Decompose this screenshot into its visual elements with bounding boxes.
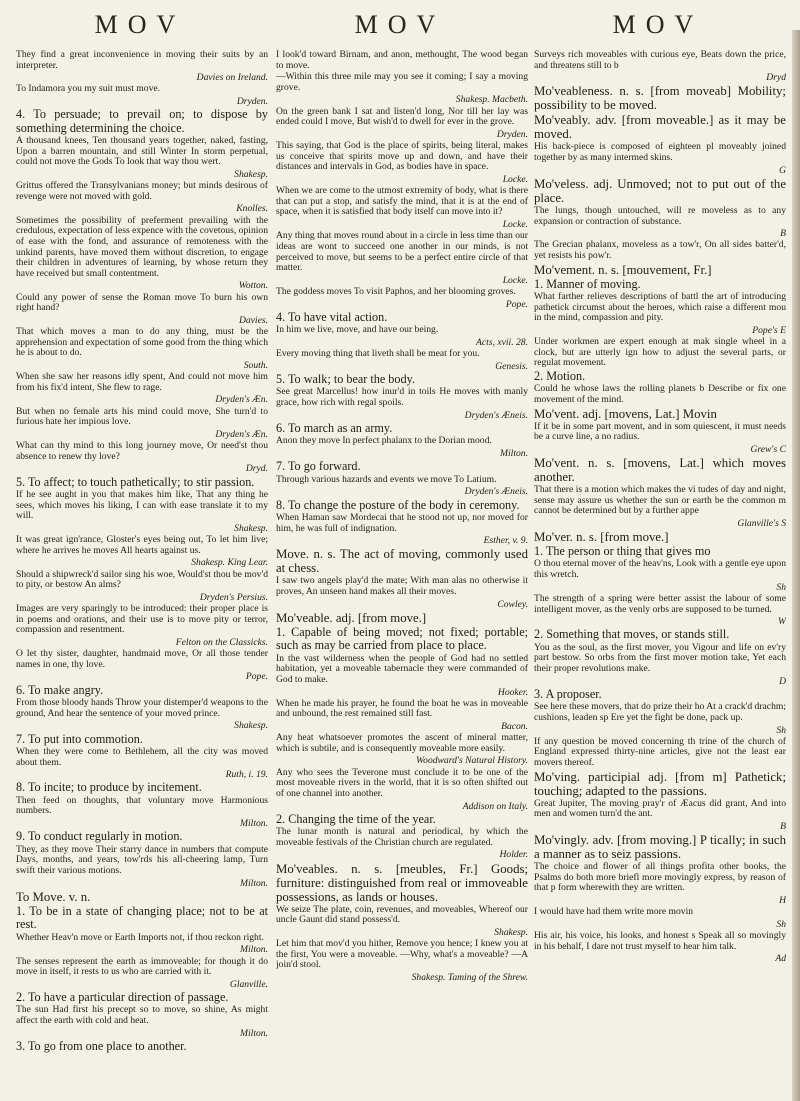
quotation: This saying, that God is the place of spirits, being literal, makes us conceive that spirits move up and down, and have their distances and intervals in God, as bodies have in space.: [276, 140, 528, 173]
quotation: When Haman saw Mordecai that he stood not up, nor moved for him, he was full of indignation.: [276, 511, 528, 534]
citation: Felton on the Classicks.: [175, 636, 268, 648]
quotation: Then feed on thoughts, that voluntary move Harmonious numbers.: [16, 794, 268, 817]
citation: Davies on Ireland.: [196, 72, 268, 84]
citation: Shakesp.: [234, 168, 268, 180]
headword-entry: To Move. v. n.: [16, 889, 91, 904]
citation: Dryden's Persius.: [199, 591, 268, 603]
headword-entry: Mo'ver. n. s. [from move.]: [534, 530, 669, 545]
citation: Shakesp. Macbeth.: [455, 94, 528, 106]
citation: Esther, v. 9.: [483, 535, 528, 547]
sense-definition: 2. To have a particular direction of passage.: [16, 989, 229, 1004]
citation: Hooker.: [497, 686, 528, 698]
sense-definition: 1. Manner of moving.: [534, 276, 641, 291]
quotation: Under workmen are expert enough at mak single wheel in a clock, but are utterly ign how to adjust the several parts, or regulat movement.: [534, 336, 786, 369]
quotation: We seize The plate, coin, revenues, and moveables, Whereof our uncle Gaunt did stand possess'd.: [276, 903, 528, 926]
citation: Dryden's Æneis.: [464, 409, 528, 421]
headword-entry: Move. n. s. The act of moving, commonly used at chess.: [276, 547, 528, 576]
quotation: His air, his voice, his looks, and honest s Speak all so movingly in his behalf, I dare not trust myself to hear him talk.: [534, 930, 786, 952]
citation: Dryden's Æn.: [215, 394, 268, 406]
quotation: On the green bank I sat and listen'd long, Nor till her lay was ended could I move, But wish'd to dwell for ever in the grove.: [276, 105, 528, 128]
running-headers: [0, 10, 800, 50]
quotation: I look'd toward Birnam, and anon, methought, The wood began to move.: [276, 50, 528, 71]
citation: Bacon.: [501, 721, 528, 732]
quotation: Whether Heav'n move or Earth Imports not, if thou reckon right.: [16, 931, 264, 943]
citation: Pope.: [505, 298, 528, 310]
quotation: Could he whose laws the rolling planets b Describe or fix one movement of the mind.: [534, 383, 786, 405]
sense-definition: 4. To persuade; to prevail on; to dispose by something determining the choice.: [16, 107, 268, 135]
citation: Sh: [776, 581, 786, 593]
quotation: O let thy sister, daughter, handmaid move, Or all those tender names in one, thy love.: [16, 648, 268, 670]
column-left: [16, 50, 268, 1090]
sense-definition: 1. To be in a state of changing place; not to be at rest.: [16, 903, 268, 932]
citation: Knolles.: [236, 203, 268, 215]
citation: Dryd: [766, 72, 786, 84]
quotation: That which moves a man to do any thing, must be the apprehension and expectation of some good from the thing which he is about to do.: [16, 326, 268, 359]
quotation: When she saw her reasons idly spent, And could not move him from his fix'd intent, She flew to rage.: [16, 371, 268, 393]
running-header-right: MOV: [612, 10, 704, 39]
sense-definition: 5. To affect; to touch pathetically; to stir passion.: [16, 474, 255, 489]
citation: Locke.: [502, 173, 528, 185]
quotation: His back-piece is composed of eighteen pl moveably joined together by as many intermed skins.: [534, 141, 786, 164]
citation: Dryden.: [496, 128, 528, 140]
citation: Glanville's S: [737, 517, 786, 529]
sense-definition: 1. The person or thing that gives mo: [534, 544, 711, 559]
sense-definition: 7. To go forward.: [276, 459, 361, 474]
quotation: In the vast wilderness when the people of God had no settled habitation, yet a moveable tabernacle they were commanded of God to make.: [276, 652, 528, 685]
citation: H: [779, 894, 786, 906]
sense-definition: 2. Something that moves, or stands still.: [534, 627, 730, 642]
headword-entry: Mo'veable. adj. [from move.]: [276, 610, 427, 625]
quotation: See here these movers, that do prize their ho At a crack'd drachm; cushions, leaden sp Ere yet the fight be done, pack up.: [534, 701, 786, 723]
sense-definition: 7. To put into commotion.: [16, 731, 143, 746]
citation: Milton.: [240, 944, 268, 956]
headword-entry: Mo'vent. n. s. [movens, Lat.] which moves another.: [534, 455, 786, 484]
citation: Pope's E: [752, 324, 786, 336]
citation: Locke.: [502, 219, 528, 231]
citation: Milton.: [240, 1027, 268, 1039]
citation: B: [780, 820, 786, 832]
quotation: They, as they move Their starry dance in numbers that compute Days, months, and years, tow'rds his all-cheering lamp, Turn swift their various motions.: [16, 843, 268, 876]
sense-definition: 3. A proposer.: [534, 686, 602, 701]
sense-definition: 2. Motion.: [534, 368, 586, 383]
citation: Genesis.: [495, 360, 528, 372]
quotation: The lungs, though untouched, will re moveless as to any expansion or contraction of substance.: [534, 204, 786, 227]
quotation: Great Jupiter, The moving pray'r of Æacus did grant, And into men and women turn'd the ant.: [534, 797, 786, 820]
quotation: Any thing that moves round about in a circle in less time than our ideas are wont to succeed one another in our minds, is not perceived to move, but seems to be a perfect entire circle of that matter.: [276, 230, 528, 274]
quotation: Should a shipwreck'd sailor sing his woe, Would'st thou be mov'd to pity, or bestow An alms?: [16, 568, 268, 591]
quotation: Let him that mov'd you hither, Remove you hence; I knew you at the first, You were a moveable. —Why, what's a moveable? —A join'd stool.: [276, 938, 528, 971]
citation: Holder.: [499, 849, 528, 861]
sense-definition: 1. Capable of being moved; not fixed; portable; such as may be carried from place to place.: [276, 624, 528, 653]
quotation: I would have had them write more movin: [534, 906, 694, 918]
citation: Milton.: [240, 877, 268, 889]
headword-entry: Mo'ving. participial adj. [from m] Pathetick; touching; adapted to the passions.: [534, 769, 786, 798]
quotation: From those bloody hands Throw your distemper'd weapons to the ground, And hear the sentence of your moved prince.: [16, 697, 268, 719]
quotation: I saw two angels play'd the mate; With man alas no otherwise it proves, An unseen hand makes all their moves.: [276, 575, 528, 598]
citation: Ad: [775, 953, 786, 965]
quotation: That there is a motion which makes the vi tudes of day and night, sense may assure us whether the sun or earth be the common m cannot be determined but by a further appe: [534, 483, 786, 517]
quotation: You as the soul, as the first mover, you Vigour and life on ev'ry part bestow. So orbs from the first mover motion take, Yet each their proper revolutions make.: [534, 641, 786, 675]
citation: B: [780, 228, 786, 240]
running-header-center: MOV: [354, 10, 446, 39]
citation: Cowley.: [497, 598, 528, 610]
quotation: When he made his prayer, he found the boat he was in moveable and unbound, the rest remained still fast.: [276, 697, 528, 720]
quotation: What can thy mind to this long journey move, Or need'st thou absence to renew thy love?: [16, 440, 268, 462]
quotation: But when no female arts his mind could move, She turn'd to furious hate her impious love.: [16, 405, 268, 428]
sense-definition: 9. To conduct regularly in motion.: [16, 829, 183, 844]
quotation: The Grecian phalanx, moveless as a tow'r, On all sides batter'd, yet resists his pow'r.: [534, 239, 786, 262]
quotation: Grittus offered the Transylvanians money; but minds desirous of revenge were not moved with gold.: [16, 180, 268, 202]
quotation: Any who sees the Teverone must conclude it to be one of the most moveable rivers in the world, that it is so often shifted out of one channel into another.: [276, 766, 528, 799]
sense-definition: 4. To have vital action.: [276, 309, 388, 324]
citation: Pope.: [245, 671, 268, 683]
running-header-left: MOV: [94, 10, 186, 39]
citation: Shakesp.: [234, 522, 268, 534]
sense-definition: 8. To incite; to produce by incitement.: [16, 780, 202, 795]
citation: Dryd.: [245, 463, 268, 475]
citation: Ruth, i. 19.: [225, 769, 268, 781]
headword-entry: Mo'veables. n. s. [meubles, Fr.] Goods; furniture: distinguished from real or immoveable possessions, as lands or houses.: [276, 861, 528, 904]
quotation: Every moving thing that liveth shall be meat for you.: [276, 348, 480, 360]
citation: Glanville.: [229, 978, 268, 990]
citation: D: [779, 675, 786, 687]
headword-entry: Mo'veably. adv. [from moveable.] as it may be moved.: [534, 113, 786, 142]
citation: Milton.: [500, 447, 528, 459]
quotation: If any question be moved concerning th trine of the church of England expressed thirty-nine articles, give not the least ear movers thereof.: [534, 735, 786, 768]
headword-entry: Mo'vement. n. s. [mouvement, Fr.]: [534, 262, 712, 277]
quotation: Anon they move In perfect phalanx to the Dorian mood.: [276, 435, 492, 447]
sense-definition: 6. To make angry.: [16, 682, 104, 697]
citation: Dryden.: [236, 96, 268, 108]
citation: Sh: [776, 918, 786, 930]
quotation: A thousand knees, Ten thousand years together, naked, fasting, Upon a barren mountain, and still Winter In storm perpetual, could not move the Gods To look that way thou wert.: [16, 135, 268, 168]
citation: Grew's C: [750, 443, 786, 455]
quotation: The senses represent the earth as immoveable; for though it do move in itself, it rests to us who are carried with it.: [16, 955, 268, 978]
quotation: It was great ign'rance, Gloster's eyes being out, To let him live; where he arrives he moves All hearts against us.: [16, 534, 268, 556]
headword-entry: Mo'vingly. adv. [from moving.] P tically; in such a manner as to seiz passions.: [534, 833, 786, 862]
citation: Wotton.: [238, 280, 268, 292]
citation: Shakesp.: [234, 720, 268, 732]
quotation: The goddess moves To visit Paphos, and her blooming groves.: [276, 285, 516, 297]
citation: Dryden's Æn.: [215, 428, 268, 440]
column-right: [534, 50, 786, 1090]
quotation: If it be in some part movent, and in som quiescent, it must needs be a curve line, a no radius.: [534, 420, 786, 443]
quotation: O thou eternal mover of the heav'ns, Look with a gentle eye upon this wretch.: [534, 558, 786, 581]
quotation: See great Marcellus! how inur'd in toils He moves with manly grace, how rich with regal spoils.: [276, 386, 528, 409]
citation: Shakesp. King Lear.: [191, 557, 268, 569]
citation: Milton.: [240, 818, 268, 830]
headword-entry: Mo'vent. adj. [movens, Lat.] Movin: [534, 406, 717, 421]
quotation: When they were come to Bethlehem, all the city was moved about them.: [16, 745, 268, 768]
sense-definition: 6. To march as an army.: [276, 420, 393, 435]
citation: Addison on Italy.: [462, 800, 528, 812]
citation: Shakesp. Taming of the Shrew.: [411, 972, 528, 984]
citation: G: [779, 164, 786, 176]
quotation: Any heat whatsoever promotes the ascent of mineral matter, which is subtile, and is consequently moveable more easily.: [276, 732, 528, 754]
sense-definition: 5. To walk; to bear the body.: [276, 372, 415, 387]
headword-entry: Mo'veless. adj. Unmoved; not to put out of the place.: [534, 176, 786, 205]
citation: Acts, xvii. 28.: [476, 336, 528, 348]
citation: Locke.: [502, 274, 528, 286]
quotation: The choice and flower of all things profita other books, the Psalms do both more briefl more movingly express, by reason of that p form wherewith they are written.: [534, 861, 786, 894]
quotation: In him we live, move, and have our being.: [276, 324, 439, 336]
sense-definition: 8. To change the posture of the body in ceremony.: [276, 497, 520, 512]
citation: Dryden's Æneis.: [464, 486, 528, 498]
quotation: Could any power of sense the Roman move To burn his own right hand?: [16, 291, 268, 314]
column-middle: [276, 50, 528, 1090]
citation: W: [778, 616, 786, 628]
quotation: When we are come to the utmost extremity of body, what is there that can put a stop, and satisfy the mind, that it is at the end of space, when it is satisfied that body itself can move into it?: [276, 185, 528, 218]
quotation: The strength of a spring were better assist the labour of some intelligent mover, as the venly orbs are supposed to be turned.: [534, 592, 786, 615]
citation: Davies.: [238, 314, 268, 326]
headword-entry: Mo'veableness. n. s. [from moveab] Mobility; possibility to be moved.: [534, 84, 786, 113]
citation: Woodward's Natural History.: [416, 755, 528, 767]
quotation: Surveys rich moveables with curious eye, Beats down the price, and threatens still to b: [534, 50, 786, 71]
quotation: Sometimes the possibility of preferment prevailing with the credulous, expectation of less expence with the covetous, opinion of ease with the fond, and assurance of remoteness with the unkind parents, have moved them without discretion, to engage their children in adventures of learning, by whose return they have received but small contentment.: [16, 214, 268, 279]
citation: Shakesp.: [494, 926, 528, 938]
page-gutter-shadow: [792, 30, 800, 1101]
quotation: The sun Had first his precept so to move, so shine, As might affect the earth with cold and heat.: [16, 1004, 268, 1026]
sense-definition: 2. Changing the time of the year.: [276, 811, 436, 826]
quotation: They find a great inconvenience in moving their suits by an interpreter.: [16, 50, 268, 71]
quotation: To Indamora you my suit must move.: [16, 83, 161, 95]
sense-definition: 3. To go from one place to another.: [16, 1038, 187, 1053]
quotation: Through various hazards and events we move To Latium.: [276, 473, 497, 485]
quotation: Images are very sparingly to be introduced: their proper place is in poems and orations, and their use is to move pity or terror, compassion and resentment.: [16, 603, 268, 636]
citation: South.: [243, 359, 268, 371]
quotation: If he see aught in you that makes him like, That any thing he sees, which moves his liking, I can with ease translate it to my will.: [16, 489, 268, 522]
citation: Sh: [776, 724, 786, 736]
quotation: What farther relieves descriptions of battl the art of introducing pathetick circumst about the heroes, which raise a different mou in the mind, compassion and pity.: [534, 291, 786, 324]
quotation: —Within this three mile may you see it coming; I say a moving grove.: [276, 71, 528, 93]
quotation: The lunar month is natural and periodical, by which the moveable festivals of the Christian church are regulated.: [276, 826, 528, 848]
